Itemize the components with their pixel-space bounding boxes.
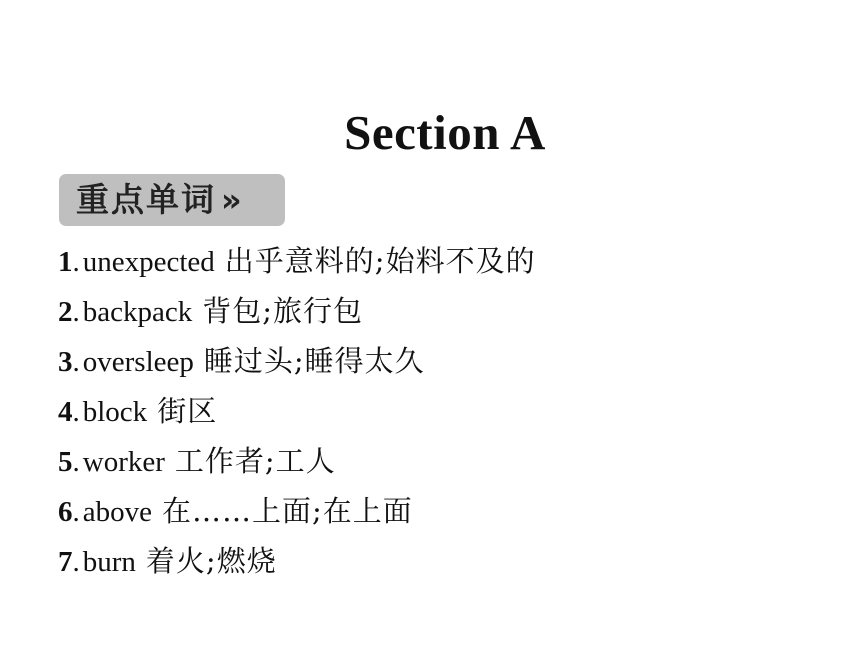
item-dot: .: [72, 296, 80, 328]
vocabulary-item: [58, 486, 536, 536]
english-word: block: [82, 396, 148, 428]
item-number: 4: [58, 396, 73, 428]
english-word: worker: [82, 446, 165, 478]
vocabulary-item: [58, 236, 536, 286]
item-number: 7: [58, 546, 73, 578]
chinese-meaning: 背包;旅行包: [202, 294, 364, 328]
chinese-meaning: 工作者;工人: [174, 444, 336, 478]
badge-label: 重点单词: [76, 180, 216, 219]
double-chevron-right-icon: »: [221, 181, 242, 219]
item-number: 6: [58, 496, 73, 528]
vocabulary-item: [58, 536, 536, 586]
item-dot: .: [72, 446, 80, 478]
item-dot: .: [72, 496, 80, 528]
chinese-meaning: 出乎意料的;始料不及的: [224, 244, 536, 278]
vocabulary-item: [58, 386, 536, 436]
english-word: burn: [82, 546, 136, 578]
chinese-meaning: 在……上面;在上面: [162, 494, 413, 528]
chinese-meaning: 睡过头;睡得太久: [203, 344, 425, 378]
item-number: 5: [58, 446, 73, 478]
item-number: 2: [58, 296, 73, 328]
english-word: backpack: [82, 296, 193, 328]
vocabulary-item: [58, 286, 536, 336]
english-word: above: [82, 496, 152, 528]
chinese-meaning: 街区: [157, 394, 218, 428]
chinese-meaning: 着火;燃烧: [145, 544, 277, 578]
item-dot: .: [72, 396, 80, 428]
vocabulary-list: [58, 236, 536, 586]
item-dot: .: [72, 546, 80, 578]
item-dot: .: [72, 246, 80, 278]
key-words-badge: [59, 174, 285, 226]
vocabulary-item: [58, 336, 536, 386]
section-title: Section A: [344, 105, 546, 160]
english-word: oversleep: [82, 346, 194, 378]
vocabulary-item: [58, 436, 536, 486]
item-number: 1: [58, 246, 73, 278]
english-word: unexpected: [82, 246, 215, 278]
item-number: 3: [58, 346, 73, 378]
item-dot: .: [72, 346, 80, 378]
